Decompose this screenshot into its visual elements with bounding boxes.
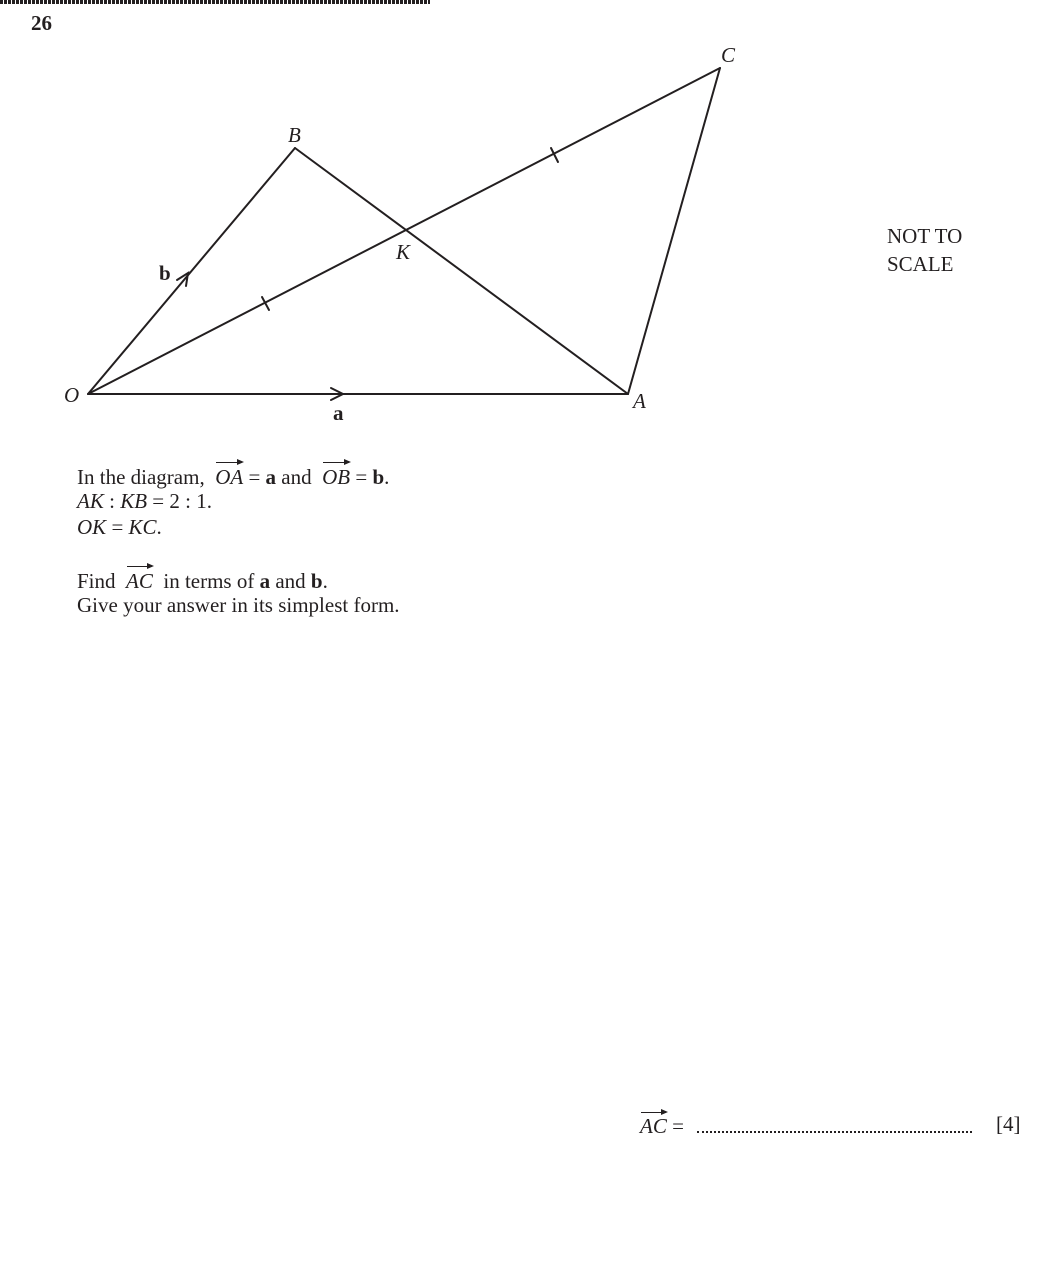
not-to-scale-note xyxy=(887,222,962,278)
equals-sign: = xyxy=(248,465,261,489)
line-find xyxy=(77,566,400,592)
label-a-point: A xyxy=(633,389,646,413)
label-o: O xyxy=(64,383,80,407)
label-c: C xyxy=(721,43,736,67)
ratio-ak: AK xyxy=(77,489,104,513)
line-ratio xyxy=(77,488,400,514)
arrow-b-icon xyxy=(177,273,188,286)
line-equal-lengths xyxy=(77,514,400,540)
answer-dotted-line[interactable] xyxy=(697,1115,972,1133)
segment-bka xyxy=(295,148,628,394)
ratio-colon: : xyxy=(109,489,115,513)
label-vector-a: a xyxy=(333,401,344,425)
label-k: K xyxy=(396,240,411,264)
answer-line[interactable] xyxy=(640,1112,972,1139)
vector-diagram xyxy=(0,0,1056,440)
bold-b: b xyxy=(372,465,385,489)
note-line-1: NOT TO xyxy=(887,224,963,248)
label-vector-b: b xyxy=(159,261,171,285)
bold-a: a xyxy=(265,465,277,489)
vector-ac: AC xyxy=(126,566,153,594)
vector-ob: OB xyxy=(322,462,350,490)
segment-okc xyxy=(88,68,720,394)
label-b-point: B xyxy=(288,123,301,147)
ratio-value: = 2 : 1. xyxy=(152,489,212,513)
bold-b: b xyxy=(310,569,323,593)
length-kc: KC xyxy=(128,515,157,539)
answer-vector-ac: AC xyxy=(640,1114,667,1138)
period: . xyxy=(156,515,162,539)
ratio-kb: KB xyxy=(120,489,148,513)
answer-equals: = xyxy=(672,1114,684,1138)
segment-ac xyxy=(628,68,720,394)
equals-sign: = xyxy=(355,465,368,489)
vector-oa: OA xyxy=(215,462,243,490)
period: . xyxy=(384,465,390,489)
in-terms-of: in terms of xyxy=(163,569,255,593)
intro-text: In the diagram, xyxy=(77,465,205,489)
question-text xyxy=(77,462,400,618)
line-vectors xyxy=(77,462,400,488)
segment-ob xyxy=(88,148,295,394)
period: . xyxy=(322,569,328,593)
length-ok: OK xyxy=(77,515,107,539)
bold-a: a xyxy=(259,569,271,593)
question-number: 26 xyxy=(31,11,52,35)
equals-sign: = xyxy=(111,515,124,539)
marks-label: [4] xyxy=(996,1112,1021,1136)
and-word: and xyxy=(281,465,312,489)
line-simplest: Give your answer in its simplest form. xyxy=(77,593,400,617)
and-word: and xyxy=(275,569,306,593)
note-line-2: SCALE xyxy=(887,252,954,276)
find-word: Find xyxy=(77,569,116,593)
